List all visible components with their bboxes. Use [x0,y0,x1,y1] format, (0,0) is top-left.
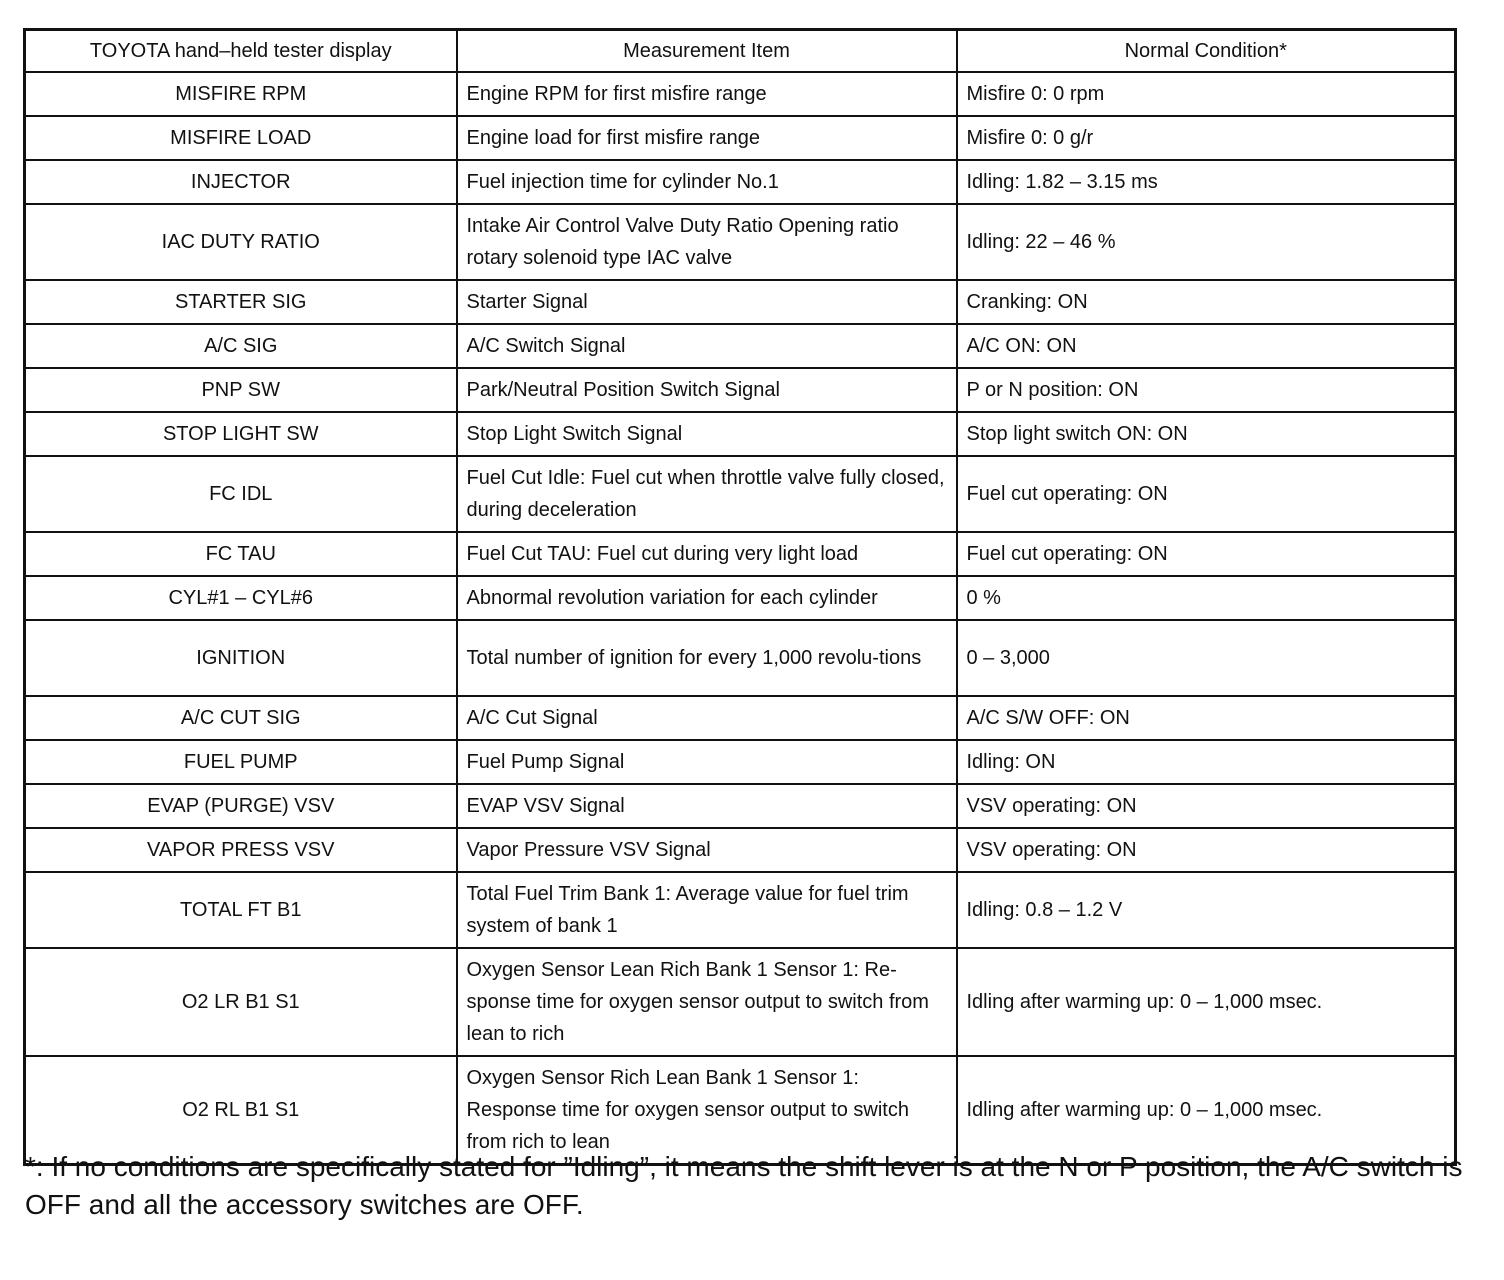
tester-display-cell: MISFIRE LOAD [25,116,457,160]
tester-display-cell: IAC DUTY RATIO [25,204,457,280]
table-row [25,872,1456,948]
table-row [25,532,1456,576]
tester-display-cell: IGNITION [25,620,457,696]
measurement-item-cell: Oxygen Sensor Lean Rich Bank 1 Sensor 1: Re-sponse time for oxygen sensor output to switch from lean to rich [457,948,957,1056]
tester-display-cell: STOP LIGHT SW [25,412,457,456]
table-row [25,204,1456,280]
table-row [25,412,1456,456]
data-list-table-container [23,28,1454,1166]
table-row [25,740,1456,784]
tester-display-cell: TOTAL FT B1 [25,872,457,948]
table-row [25,828,1456,872]
measurement-item-cell: Park/Neutral Position Switch Signal [457,368,957,412]
measurement-item-cell: Total number of ignition for every 1,000 revolu-tions [457,620,957,696]
normal-condition-cell: Fuel cut operating: ON [957,532,1456,576]
normal-condition-cell: A/C ON: ON [957,324,1456,368]
measurement-item-cell: A/C Cut Signal [457,696,957,740]
normal-condition-cell: VSV operating: ON [957,828,1456,872]
normal-condition-cell: Idling: 1.82 – 3.15 ms [957,160,1456,204]
header-tester-display: TOYOTA hand–held tester display [25,30,457,73]
table-header-row [25,30,1456,73]
tester-display-cell: FC TAU [25,532,457,576]
table-row [25,948,1456,1056]
measurement-item-cell: Abnormal revolution variation for each cylinder [457,576,957,620]
tester-display-cell: A/C CUT SIG [25,696,457,740]
normal-condition-cell: Idling: 22 – 46 % [957,204,1456,280]
measurement-item-cell: Intake Air Control Valve Duty Ratio Opening ratio rotary solenoid type IAC valve [457,204,957,280]
normal-condition-cell: Idling: 0.8 – 1.2 V [957,872,1456,948]
tester-display-cell: FUEL PUMP [25,740,457,784]
normal-condition-cell: Stop light switch ON: ON [957,412,1456,456]
measurement-item-cell: A/C Switch Signal [457,324,957,368]
normal-condition-cell: Misfire 0: 0 g/r [957,116,1456,160]
table-row [25,456,1456,532]
tester-display-cell: INJECTOR [25,160,457,204]
measurement-item-cell: Total Fuel Trim Bank 1: Average value for fuel trim system of bank 1 [457,872,957,948]
normal-condition-cell: Idling: ON [957,740,1456,784]
tester-display-cell: MISFIRE RPM [25,72,457,116]
table-row [25,696,1456,740]
table-row [25,576,1456,620]
table-row [25,280,1456,324]
measurement-item-cell: Starter Signal [457,280,957,324]
measurement-item-cell: Vapor Pressure VSV Signal [457,828,957,872]
measurement-item-cell: Fuel injection time for cylinder No.1 [457,160,957,204]
measurement-item-cell: Fuel Pump Signal [457,740,957,784]
measurement-item-cell: Fuel Cut TAU: Fuel cut during very light load [457,532,957,576]
tester-display-cell: STARTER SIG [25,280,457,324]
normal-condition-cell: 0 – 3,000 [957,620,1456,696]
normal-condition-cell: 0 % [957,576,1456,620]
measurement-item-cell: Oxygen Sensor Rich Lean Bank 1 Sensor 1: Response time for oxygen sensor output to switch from rich to lean [457,1056,957,1165]
normal-condition-cell: VSV operating: ON [957,784,1456,828]
table-row [25,620,1456,696]
tester-display-cell: VAPOR PRESS VSV [25,828,457,872]
normal-condition-cell: Idling after warming up: 0 – 1,000 msec. [957,1056,1456,1165]
measurement-item-cell: EVAP VSV Signal [457,784,957,828]
tester-display-cell: EVAP (PURGE) VSV [25,784,457,828]
normal-condition-cell: Idling after warming up: 0 – 1,000 msec. [957,948,1456,1056]
table-row [25,368,1456,412]
header-measurement-item: Measurement Item [457,30,957,73]
table-row [25,116,1456,160]
data-list-table [23,28,1457,1166]
normal-condition-cell: A/C S/W OFF: ON [957,696,1456,740]
table-row [25,72,1456,116]
table-row [25,784,1456,828]
normal-condition-cell: Misfire 0: 0 rpm [957,72,1456,116]
tester-display-cell: O2 RL B1 S1 [25,1056,457,1165]
measurement-item-cell: Engine load for first misfire range [457,116,957,160]
measurement-item-cell: Engine RPM for first misfire range [457,72,957,116]
header-normal-condition: Normal Condition* [957,30,1456,73]
normal-condition-cell: P or N position: ON [957,368,1456,412]
table-row [25,160,1456,204]
tester-display-cell: A/C SIG [25,324,457,368]
measurement-item-cell: Fuel Cut Idle: Fuel cut when throttle valve fully closed, during deceleration [457,456,957,532]
tester-display-cell: CYL#1 – CYL#6 [25,576,457,620]
table-row [25,324,1456,368]
normal-condition-cell: Fuel cut operating: ON [957,456,1456,532]
tester-display-cell: O2 LR B1 S1 [25,948,457,1056]
tester-display-cell: FC IDL [25,456,457,532]
normal-condition-cell: Cranking: ON [957,280,1456,324]
idling-footnote: *: If no conditions are specifically stated for ”Idling”, it means the shift lever is at the N or P position, the A/C switch is OFF and all the accessory switches are OFF. [25,1151,1463,1220]
tester-display-cell: PNP SW [25,368,457,412]
measurement-item-cell: Stop Light Switch Signal [457,412,957,456]
